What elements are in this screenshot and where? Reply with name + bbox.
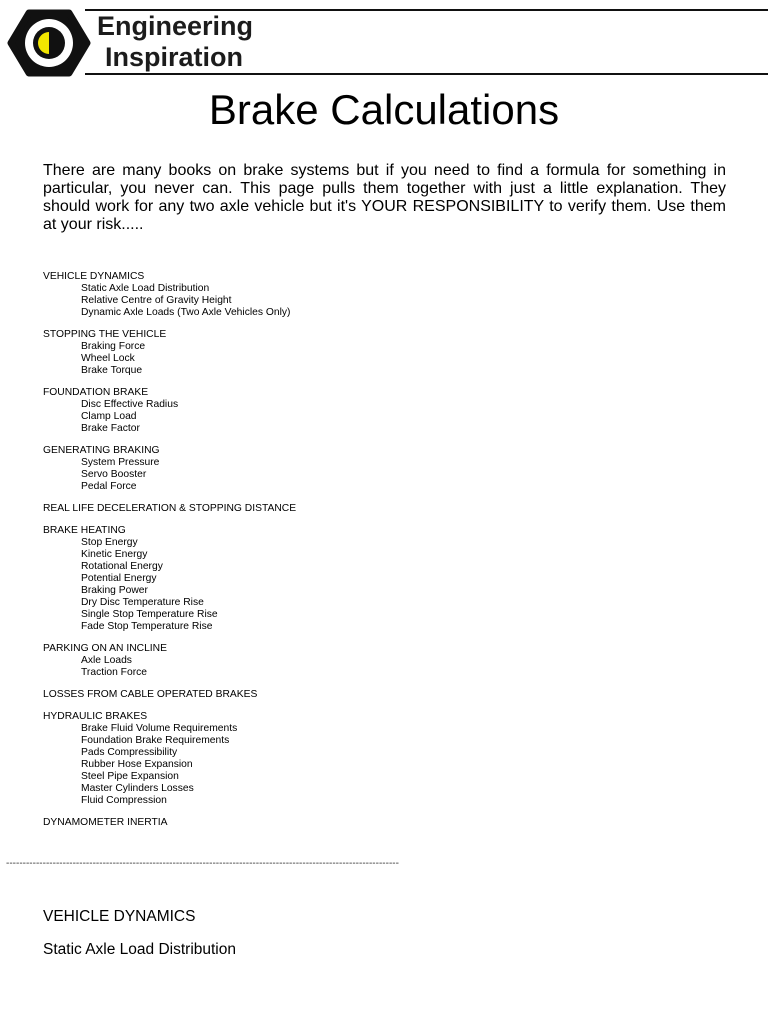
toc-item-relative-centre-of-gravity-height[interactable]: Relative Centre of Gravity Height xyxy=(81,295,232,306)
toc-item-dynamic-axle-loads[interactable]: Dynamic Axle Loads (Two Axle Vehicles Only) xyxy=(81,307,291,318)
toc-item-kinetic-energy[interactable]: Kinetic Energy xyxy=(81,549,148,560)
header-bottom-rule xyxy=(85,73,768,75)
toc-item-brake-torque[interactable]: Brake Torque xyxy=(81,365,143,376)
toc-heading-hydraulic-brakes[interactable]: HYDRAULIC BRAKES xyxy=(43,711,148,722)
toc-group-stopping-the-vehicle xyxy=(43,329,443,377)
toc-heading-losses-from-cable-operated-brakes[interactable]: LOSSES FROM CABLE OPERATED BRAKES xyxy=(43,689,258,700)
section-separator: ---------------------------------------------------------------------------------------------------------------------- xyxy=(6,858,399,869)
toc-heading-stopping-the-vehicle[interactable]: STOPPING THE VEHICLE xyxy=(43,329,167,340)
toc-item-braking-power[interactable]: Braking Power xyxy=(81,585,148,596)
toc-item-master-cylinders-losses[interactable]: Master Cylinders Losses xyxy=(81,783,194,794)
toc-item-system-pressure[interactable]: System Pressure xyxy=(81,457,160,468)
intro-line: should work for any two axle vehicle but it's YOUR RESPONSIBILITY to verify them. Use them xyxy=(43,198,726,215)
toc-item-dry-disc-temperature-rise[interactable]: Dry Disc Temperature Rise xyxy=(81,597,204,608)
toc-group-real-life-deceleration xyxy=(43,503,443,515)
toc-item-fade-stop-temperature-rise[interactable]: Fade Stop Temperature Rise xyxy=(81,621,213,632)
intro-paragraph xyxy=(43,162,726,234)
toc-item-clamp-load[interactable]: Clamp Load xyxy=(81,411,137,422)
toc-item-static-axle-load-distribution[interactable]: Static Axle Load Distribution xyxy=(81,283,210,294)
toc-heading-vehicle-dynamics[interactable]: VEHICLE DYNAMICS xyxy=(43,271,145,282)
toc-item-braking-force[interactable]: Braking Force xyxy=(81,341,146,352)
toc-item-rubber-hose-expansion[interactable]: Rubber Hose Expansion xyxy=(81,759,193,770)
toc-heading-foundation-brake[interactable]: FOUNDATION BRAKE xyxy=(43,387,149,398)
toc-item-axle-loads[interactable]: Axle Loads xyxy=(81,655,132,666)
toc-heading-generating-braking[interactable]: GENERATING BRAKING xyxy=(43,445,160,456)
toc-group-losses-from-cable-operated-brakes xyxy=(43,689,443,701)
toc-item-fluid-compression[interactable]: Fluid Compression xyxy=(81,795,167,806)
toc-item-potential-energy[interactable]: Potential Energy xyxy=(81,573,157,584)
toc-group-generating-braking xyxy=(43,445,443,493)
intro-line: particular, you never can. This page pulls them together with just a little explanation. They xyxy=(43,180,726,197)
toc-group-hydraulic-brakes xyxy=(43,711,443,807)
toc-item-stop-energy[interactable]: Stop Energy xyxy=(81,537,138,548)
intro-line: at your risk..... xyxy=(43,216,144,233)
page-title: Brake Calculations xyxy=(208,86,560,133)
toc-item-pads-compressibility[interactable]: Pads Compressibility xyxy=(81,747,178,758)
toc-group-brake-heating xyxy=(43,525,443,633)
toc-item-brake-factor[interactable]: Brake Factor xyxy=(81,423,140,434)
toc-item-brake-fluid-volume-requirements[interactable]: Brake Fluid Volume Requirements xyxy=(81,723,238,734)
toc-heading-brake-heating[interactable]: BRAKE HEATING xyxy=(43,525,126,536)
toc-group-vehicle-dynamics xyxy=(43,271,443,319)
toc-heading-dynamometer-inertia[interactable]: DYNAMOMETER INERTIA xyxy=(43,817,168,828)
toc-item-traction-force[interactable]: Traction Force xyxy=(81,667,147,678)
toc-item-single-stop-temperature-rise[interactable]: Single Stop Temperature Rise xyxy=(81,609,218,620)
toc-group-dynamometer-inertia xyxy=(43,817,443,829)
toc-item-rotational-energy[interactable]: Rotational Energy xyxy=(81,561,163,572)
toc-group-foundation-brake xyxy=(43,387,443,435)
brand-name-line2: Inspiration xyxy=(105,42,244,72)
toc-item-steel-pipe-expansion[interactable]: Steel Pipe Expansion xyxy=(81,771,179,782)
toc-item-wheel-lock[interactable]: Wheel Lock xyxy=(81,353,135,364)
subsection-heading-static-axle-load-distribution: Static Axle Load Distribution xyxy=(43,941,236,958)
toc-item-servo-booster[interactable]: Servo Booster xyxy=(81,469,147,480)
hex-nut-logo-icon xyxy=(7,9,91,77)
section-heading-vehicle-dynamics: VEHICLE DYNAMICS xyxy=(43,908,196,925)
intro-line: There are many books on brake systems but if you need to find a formula for something in xyxy=(43,162,726,179)
toc-item-disc-effective-radius[interactable]: Disc Effective Radius xyxy=(81,399,179,410)
toc-heading-parking-on-an-incline[interactable]: PARKING ON AN INCLINE xyxy=(43,643,167,654)
toc-heading-real-life-deceleration[interactable]: REAL LIFE DECELERATION & STOPPING DISTANCE xyxy=(43,503,297,514)
brand-name-line1: Engineering xyxy=(97,11,254,41)
table-of-contents xyxy=(43,271,443,839)
toc-group-parking-on-an-incline xyxy=(43,643,443,679)
toc-item-foundation-brake-requirements[interactable]: Foundation Brake Requirements xyxy=(81,735,230,746)
toc-item-pedal-force[interactable]: Pedal Force xyxy=(81,481,137,492)
